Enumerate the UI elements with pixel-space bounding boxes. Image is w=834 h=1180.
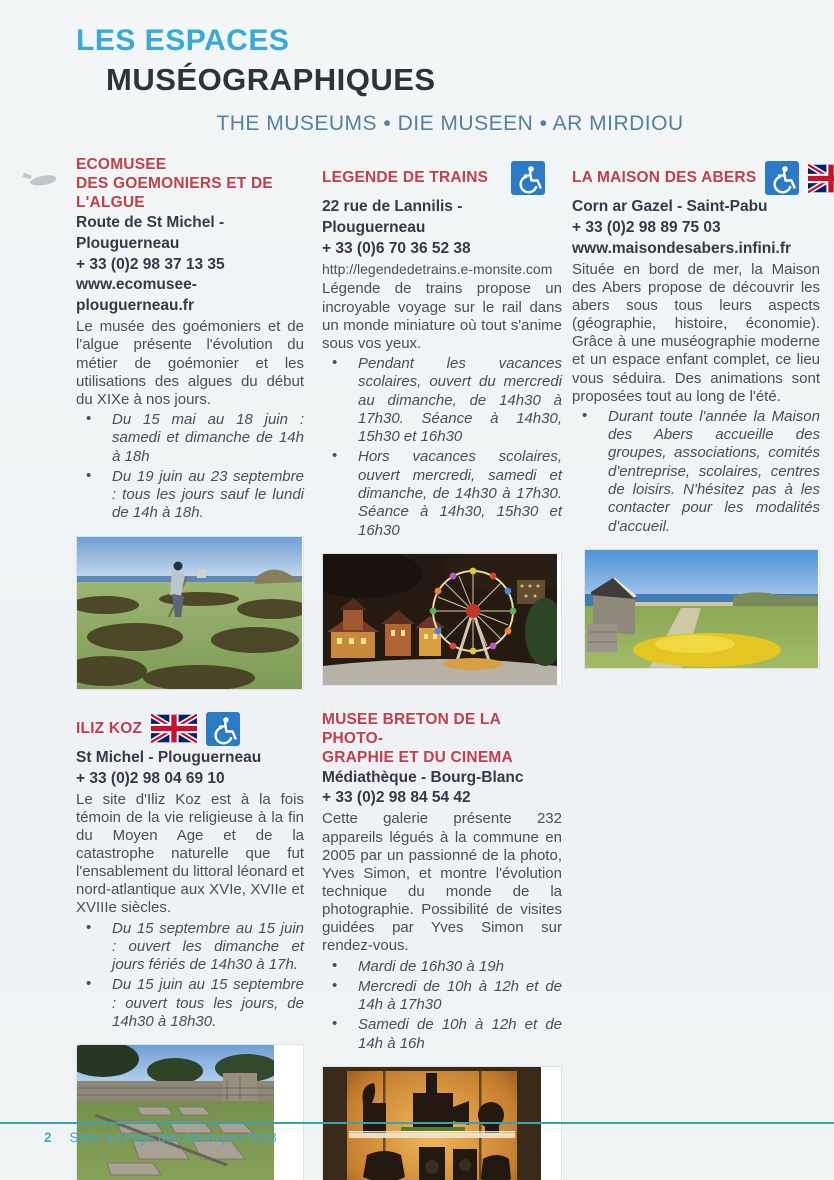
wheelchair-icon	[765, 161, 799, 195]
description-text: Cette galerie présente 232 appareils légués à la commune en 2005 par un passionné de la photo, Yves Simon, et montre l'évolution technique du monde de la photographie. Possibilité de visites guidées par Yves Simon sur rendez-vous.	[322, 810, 562, 955]
phone-number: + 33 (0)2 98 89 75 03	[572, 218, 721, 236]
page-title-line2: MUSÉOGRAPHIQUES	[106, 62, 436, 97]
scan-smudge	[30, 174, 57, 187]
bullet-dot: •	[332, 447, 338, 465]
bullet-dot: •	[86, 975, 92, 993]
uk-flag-icon	[808, 164, 834, 193]
opening-hours-item: • Samedi de 10h à 12h et de 14h à 16h	[332, 1015, 562, 1052]
uk-flag-icon	[151, 714, 197, 743]
website-url: www.maisondesabers.infini.fr	[572, 239, 792, 257]
bullet-dot: •	[332, 353, 338, 371]
address-line: 22 rue de Lannilis - Plouguerneau	[322, 198, 463, 236]
section-legende-de-trains	[322, 155, 562, 686]
wheelchair-icon	[511, 161, 545, 195]
address-line: Corn ar Gazel - Saint-Pabu	[572, 198, 768, 215]
address-line: St Michel - Plouguerneau	[76, 748, 262, 766]
opening-hours-item: • Du 15 mai au 18 juin : samedi et dimanche de 14h à 18h	[86, 409, 304, 465]
opening-hours-item: • Mardi de 16h30 à 19h	[332, 956, 504, 975]
bullet-dot: •	[332, 976, 338, 994]
section-ecomusee	[76, 155, 304, 690]
description-text: Située en bord de mer, la Maison des Abers propose de découvrir les abers sous tous leurs aspects (géographie, histoire, économie). Grâce à une muséographie moderne et un espace enfant complet, ce lieu vous séduira. Des animations sont proposées tout au long de l'été.	[572, 260, 820, 405]
page-footer	[44, 1130, 277, 1145]
section-iliz-koz	[76, 712, 304, 1180]
opening-hours-item: • Mercredi de 10h à 12h et de 14h à 17h30	[332, 976, 562, 1014]
description-text: Le site d'Iliz Koz est à la fois témoin de la vie religieuse à la fin du Moyen Age et de la catastrophe naturelle que fut l'ensablement du littoral léonard et nord-atlantique aux XVIe, XVIIe et XVIIIe siècles.	[76, 790, 305, 917]
phone-number: + 33 (0)2 98 04 69 10	[76, 769, 225, 787]
column-left	[76, 155, 304, 1180]
opening-hours-list	[322, 355, 562, 540]
bullet-dot: •	[86, 466, 92, 484]
photo-coastal-dunes	[584, 549, 820, 669]
section-title: MUSEE BRETON DE LA PHOTO- GRAPHIE ET DU CINEMA	[322, 710, 513, 767]
opening-hours-list	[76, 920, 304, 1032]
bullet-dot: •	[86, 409, 92, 427]
column-middle	[322, 155, 562, 1180]
wheelchair-icon	[206, 712, 240, 746]
photo-miniature-trains	[322, 553, 562, 686]
opening-hours-item: • Du 15 juin au 15 septembre : ouvert tous les jours, de 14h30 à 18h30.	[86, 975, 304, 1031]
description-text: Le musée des goémoniers et de l'algue présente l'évolution du métier de goémonier et les utilisations des algues du début du XIXe à nos jours.	[76, 318, 304, 408]
section-title: ILIZ KOZ	[76, 720, 143, 738]
opening-hours-item: • Du 15 septembre au 15 juin : ouvert les dimanche et jours fériés de 14h30 à 17h.	[86, 918, 304, 974]
info-item: • Durant toute l'année la Maison des Abers accueille des groupes, associations, comités d'entreprise, scolaires, centres de loisirs. N'hésitez pas à les contacter pour les modalités d'accueil.	[582, 406, 820, 535]
website-url: http://legendedetrains.e-monsite.com	[322, 260, 553, 277]
phone-number: + 33 (0)6 70 36 52 38	[322, 239, 471, 257]
section-maison-des-abers	[572, 155, 820, 669]
footer-title: Sortir au Pays des Abers juin 2018	[69, 1130, 277, 1145]
photo-iliz-koz-ruins	[76, 1044, 304, 1180]
section-title: LEGENDE DE TRAINS	[322, 169, 489, 187]
column-right	[572, 155, 820, 669]
phone-number: + 33 (0)2 98 84 54 42	[322, 789, 471, 807]
page-number: 2	[44, 1130, 52, 1145]
section-title: LA MAISON DES ABERS	[572, 169, 757, 187]
page-title-line1: LES ESPACES	[76, 24, 290, 57]
opening-hours-item: • Hors vacances scolaires, ouvert mercredi, samedi et dimanche, de 14h30 à 17h30. Séance à 14h30, 15h30 et 16h30	[332, 447, 562, 539]
phone-number: + 33 (0)2 98 37 13 35	[76, 255, 225, 273]
section-musee-breton-photographie	[322, 710, 562, 1180]
opening-hours-list	[76, 411, 304, 523]
section-title: ECOMUSEE DES GOEMONIERS ET DE L'ALGUE	[76, 156, 273, 212]
address-line: Médiathèque - Bourg-Blanc	[322, 768, 524, 786]
footer-rule	[0, 1122, 834, 1124]
opening-hours-item: • Du 19 juin au 23 septembre : tous les jours sauf le lundi de 14h à 18h.	[86, 466, 304, 522]
opening-hours-item: • Pendant les vacances scolaires, ouvert du mercredi au dimanche, de 14h30 à 17h30. Séance à 14h30, 15h30 et 16h30	[332, 353, 562, 446]
photo-seaweed-harvest	[76, 536, 304, 690]
opening-hours-list	[322, 958, 562, 1053]
address-line: Route de St Michel - Plouguerneau	[76, 213, 225, 252]
bullet-dot: •	[332, 956, 338, 974]
website-url: www.ecomusee-plouguerneau.fr	[76, 276, 197, 315]
bullet-dot: •	[582, 406, 588, 424]
bullet-dot: •	[86, 918, 92, 936]
info-list	[572, 408, 820, 536]
bullet-dot: •	[332, 1015, 338, 1033]
description-text: Légende de trains propose un incroyable voyage sur le rail dans un monde miniature où tout s'anime sous vos yeux.	[322, 280, 562, 352]
page-subtitle: THE MUSEUMS • DIE MUSEEN • AR MIRDIOU	[216, 112, 684, 135]
